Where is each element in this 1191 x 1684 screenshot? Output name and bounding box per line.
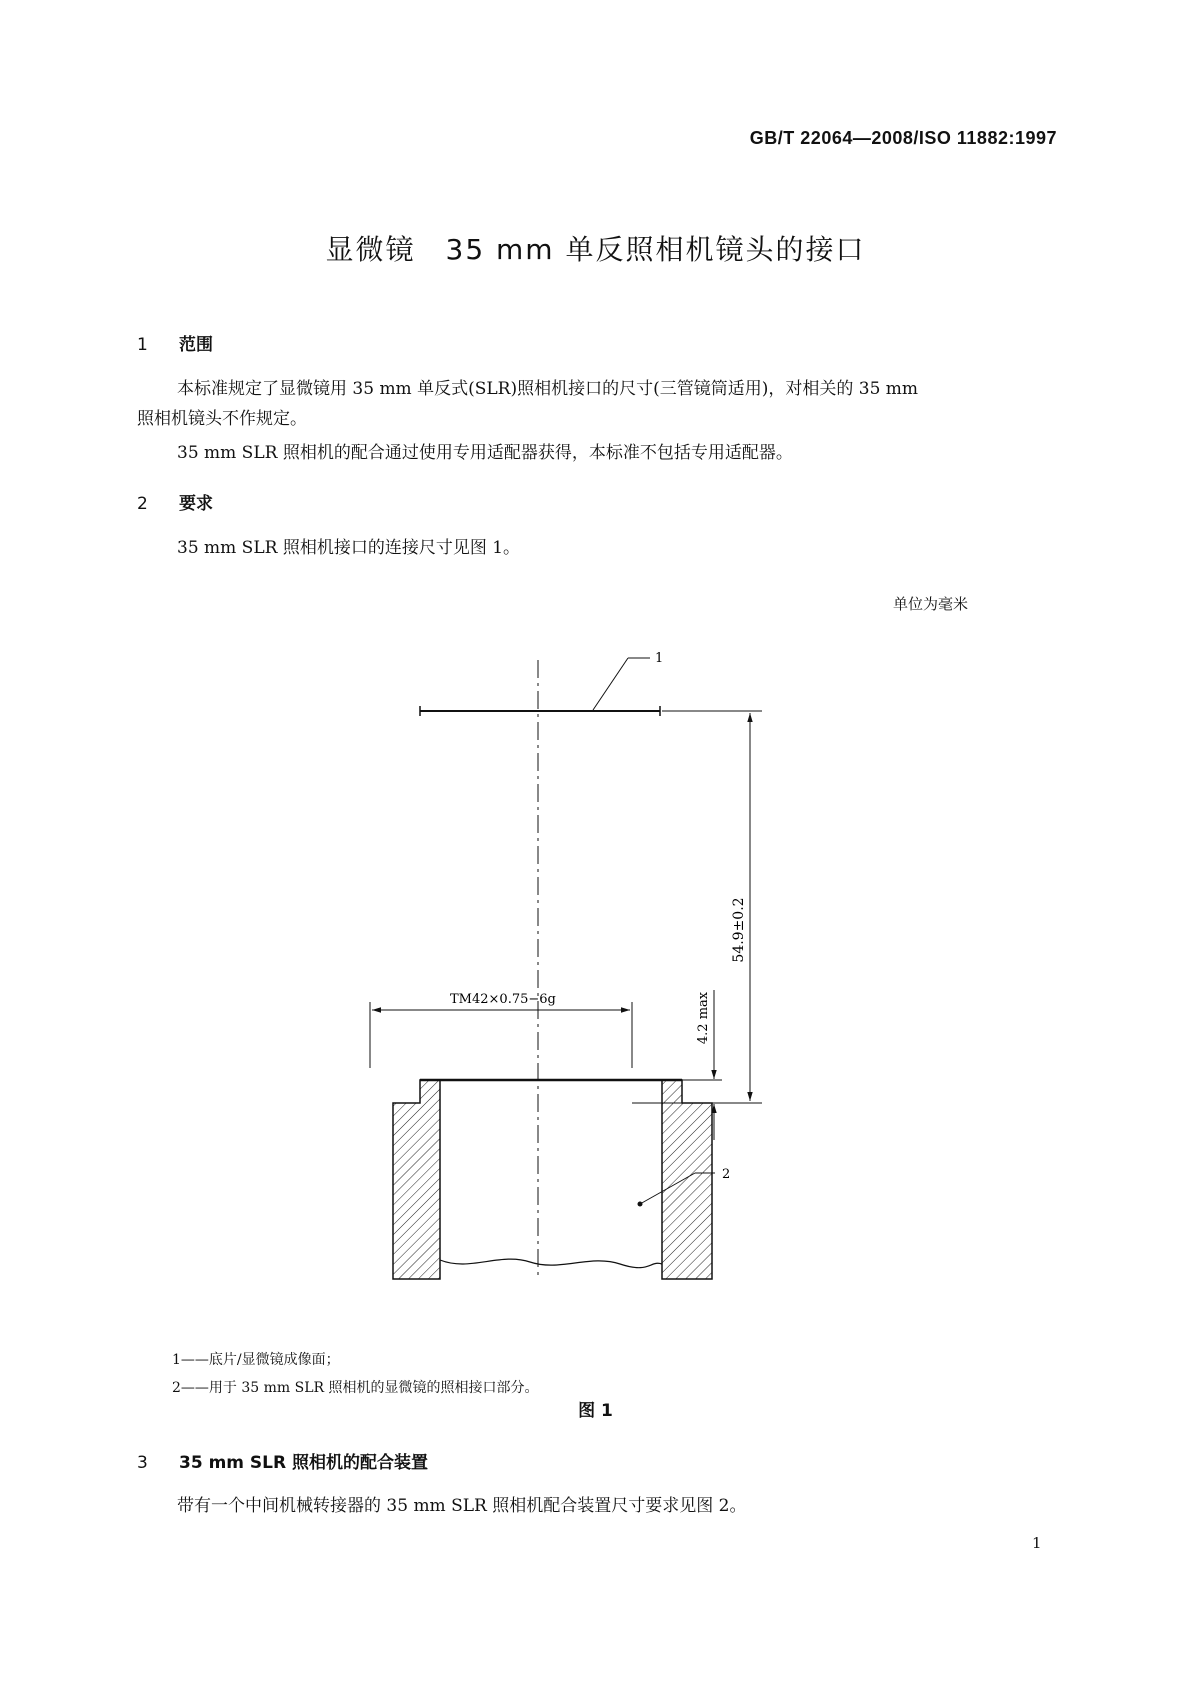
paragraph: 带有一个中间机械转接器的 35 mm SLR 照相机配合装置尺寸要求见图 2。 (177, 1496, 747, 1516)
unit-note: 单位为毫米 (893, 595, 969, 613)
section-title: 35 mm SLR 照相机的配合装置 (179, 1453, 429, 1473)
section-2-heading (137, 489, 213, 514)
thread-spec-label: TM42×0.75−6g (450, 992, 556, 1007)
paragraph: 35 mm SLR 照相机接口的连接尺寸见图 1。 (177, 538, 521, 558)
legend-item-1: 1——底片/显微镜成像面； (172, 1352, 340, 1368)
section-1-heading (137, 330, 213, 355)
mount-left-wall (393, 1080, 440, 1279)
callout-1-leader (593, 658, 650, 710)
figure-1-drawing (350, 640, 830, 1280)
callout-1: 1 (655, 651, 664, 666)
standard-code: GB/T 22064—2008/ISO 11882:1997 (749, 128, 1057, 148)
section-title: 范围 (179, 335, 213, 355)
thread-dimension-line (370, 1002, 632, 1068)
section-title: 要求 (179, 494, 213, 514)
section-3-heading (137, 1448, 428, 1473)
image-plane (420, 706, 660, 716)
document-title: 显微镜 35 mm 单反照相机镜头的接口 (325, 233, 866, 266)
paragraph: 35 mm SLR 照相机的配合通过使用专用适配器获得，本标准不包括专用适配器。 (177, 443, 793, 463)
section-number: 1 (137, 335, 148, 355)
break-line (440, 1259, 662, 1268)
paragraph: 照相机镜头不作规定。 (137, 409, 307, 429)
flange-dimension-label: 4.2 max (696, 991, 711, 1045)
section-number: 2 (137, 494, 148, 514)
height-dimension-label: 54.9±0.2 (731, 897, 747, 963)
paragraph: 本标准规定了显微镜用 35 mm 单反式(SLR)照相机接口的尺寸(三管镜筒适用)，对相关的 35 mm (177, 379, 919, 399)
legend-item-2: 2——用于 35 mm SLR 照相机的显微镜的照相接口部分。 (172, 1380, 539, 1396)
mount-right-wall (662, 1080, 712, 1279)
figure-label: 图 1 (578, 1401, 613, 1421)
section-number: 3 (137, 1453, 148, 1473)
callout-2: 2 (722, 1167, 731, 1182)
page-number: 1 (1032, 1534, 1042, 1552)
